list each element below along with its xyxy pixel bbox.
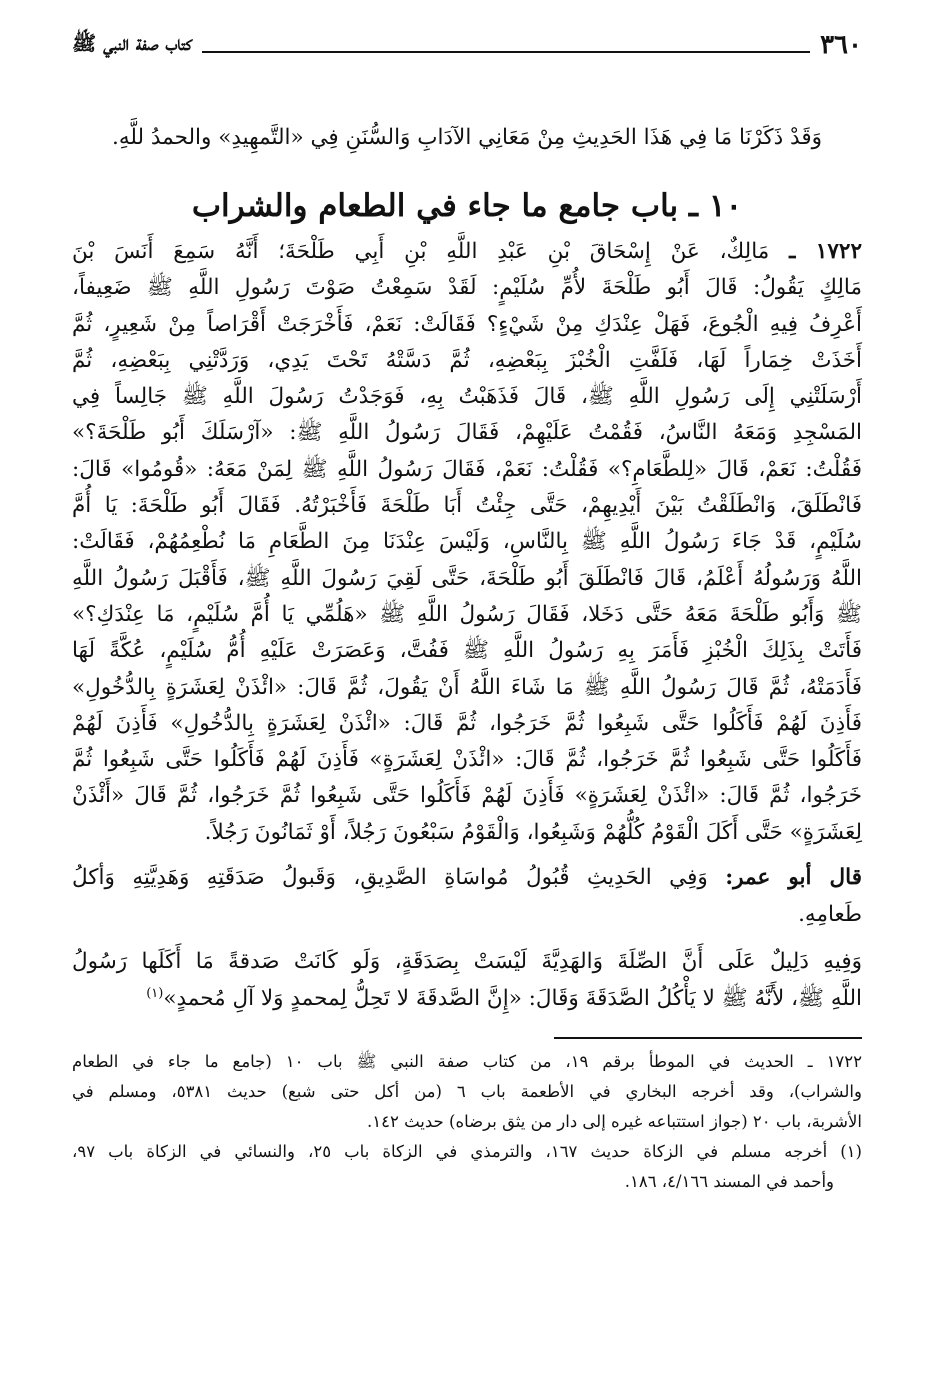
commentary-line: [72, 859, 862, 896]
hadith-line: فَأَكَلُوا حَتَّى شَبِعُوا ثُمَّ خَرَجُوا، ثُمَّ قَالَ: «ائْذَنْ لِعَشَرَةٍ» فَأَذِنَ لَهُمْ فَأَكَلُوا حَتَّى شَبِعُوا ثُمَّ: [72, 747, 862, 773]
footnote-line: الأشربة، باب ٢٠ (جواز استتباعه غيره إلى دار من يثق برضاه) حديث ١٤٢.: [367, 1112, 862, 1132]
hadith-line: فَقُلْتُ: نَعَمْ، قَالَ «لِلطَّعَامِ؟» فَقُلْتُ: نَعَمْ، فَقَالَ رَسُولُ اللَّهِ ﷺ لِمَنْ مَعَهُ: «قُومُوا» قَالَ:: [72, 456, 862, 482]
footnote-separator: [554, 1037, 862, 1039]
closing-line: وَقَدْ ذَكَرْنَا مَا فِي هَذَا الحَدِيثِ مِنْ مَعَانِي الآدَابِ وَالسُّنَنِ فِي «التَّمهِيدِ» والحمدُ للَّهِ.: [112, 125, 822, 150]
hadith-line: فَأَذِنَ لَهُمْ فَأَكَلُوا حَتَّى شَبِعُوا ثُمَّ خَرَجُوا، ثُمَّ قَالَ: «ائْذَنْ لِعَشَرَةٍ بِالدُّخُولِ» فَأَذِنَ لَهُمْ: [72, 710, 862, 736]
hadith-text: [72, 234, 862, 851]
hadith-line: خَرَجُوا، ثُمَّ قَالَ: «ائْذَنْ لِعَشَرَةٍ» فَأَذِنَ لَهُمْ فَأَكَلُوا حَتَّى شَبِعُوا ثُمَّ خَرَجُوا، ثُمَّ قَالَ «أَئْذَنْ: [72, 783, 862, 809]
footnote-line: وأحمد في المسند ٤/١٦٦، ١٨٦.: [624, 1172, 834, 1192]
hadith-line: مَالِكٍ يَقُولُ: قَالَ أَبُو طَلْحَةَ لأُمِّ سُلَيْمٍ: لَقَدْ سَمِعْتُ صَوْتَ رَسُولِ اللَّهِ ﷺ ضَعِيفاً،: [72, 275, 862, 301]
closing-paragraph: [72, 120, 862, 156]
hadith-line: اللَّهُ وَرَسُولُهُ أَعْلَمُ، قَالَ فَانْطَلَقَ أَبُو طَلْحَةَ، حَتَّى لَقِيَ رَسُولَ اللَّهِ ﷺ، فَأَقْبَلَ رَسُولُ اللَّهِ: [72, 565, 862, 591]
hadith-line: المَسْجِدِ وَمَعَهُ النَّاسُ، فَقُمْتُ عَلَيْهِمْ، فَقَالَ رَسُولُ اللَّهِ ﷺ: «آرْسَلَكَ أَبُو طَلْحَةَ؟»: [72, 420, 862, 446]
hadith-number: ١٧٢٢ ـ: [789, 239, 862, 264]
hadith-line: فَأَدَمَتْهُ، ثُمَّ قَالَ رَسُولُ اللَّهِ ﷺ مَا شَاءَ اللَّهُ أَنْ يَقُولَ، ثُمَّ قَالَ: «ائْذَنْ لِعَشَرَةٍ بِالدُّخُولِ»: [72, 674, 862, 700]
commentary-line: [72, 980, 862, 1017]
hadith-line: أَعْرِفُ فِيهِ الْجُوعَ، فَهَلْ عِنْدَكِ مِنْ شَيْءٍ؟ فَقَالَتْ: نَعَمْ، فَأَخْرَجَتْ أَقْرَاصاً مِنْ شَعِيرٍ، ثُمَّ: [72, 311, 862, 337]
hadith-line: أَخَذَتْ خِمَاراً لَهَا، فَلَفَّتِ الْخُبْزَ بِبَعْضِهِ، ثُمَّ دَسَّتْهُ تَحْتَ يَدِي، وَرَدَّتْنِي بِبَعْضِهِ، ثُمَّ: [72, 347, 862, 373]
hadith-line: أَرْسَلَتْنِي إِلَى رَسُولِ اللَّهِ ﷺ، قَالَ فَذَهَبْتُ بِهِ، فَوَجَدْتُ رَسُولَ اللَّهِ ﷺ جَالِساً فِي: [72, 384, 862, 410]
commentary-last-text: اللَّهِ ﷺ، لأَنَّهُ ﷺ لا يَأْكُلُ الصَّدَقَةَ وَقَالَ: «إِنَّ الصَّدقَةَ لا تَحِلُّ لِمحمدٍ وَلا آلِ مُحمدٍ»: [163, 986, 862, 1012]
commentary-line: طَعامِهِ.: [798, 902, 862, 928]
footnote-line: والشراب)، وقد أخرجه البخاري في الأطعمة باب ٦ (من أكل حتى شبع) حديث ٥٣٨١، ومسلم في: [72, 1082, 862, 1102]
book-title: كتاب صفة النبي ﷺ: [72, 31, 192, 55]
hadith-line: [72, 234, 862, 270]
commentary-line: وَفِيهِ دَلِيلٌ عَلَى أَنَّ الصِّلَةَ وَالهَدِيَّةَ لَيْسَتْ بِصَدَقَةٍ، وَلَو كَانَتْ صَدقةً مَا أَكَلَها رَسُولُ: [72, 949, 862, 975]
commentary-first-line: وَفِي الحَدِيثِ قُبُولُ مُواسَاةِ الصَّدِيقِ، وَقَبولُ صَدَقَتِهِ وَهَدِيَّتِهِ وَأكلُ: [72, 865, 708, 891]
running-head: [72, 30, 862, 60]
hadith-line: سُلَيْمٍ، قَدْ جَاءَ رَسُولُ اللَّهِ ﷺ بِالنَّاسِ، وَلَيْسَ عِنْدَنَا مِنَ الطَّعَامِ مَا نُطْعِمُهُمْ، فَقَالَتْ:: [72, 529, 862, 555]
header-rule: [202, 51, 810, 53]
footnote-line: ١٧٢٢ ـ الحديث في الموطأ برقم ١٩، من كتاب صفة النبي ﷺ باب ١٠ (جامع ما جاء في الطعام: [72, 1052, 863, 1072]
hadith-line: لِعَشَرَةٍ» حَتَّى أَكَلَ الْقَوْمُ كُلُّهُمْ وَشَبِعُوا، وَالْقَوْمُ سَبْعُونَ رَجُلاً، أَوْ ثَمَانُونَ رَجُلاً.: [204, 819, 862, 845]
hadith-first-line: مَالِكٌ، عَنْ إِسْحَاقَ بْنِ عَبْدِ اللَّهِ بْنِ أَبِي طَلْحَةَ؛ أَنَّهُ سَمِعَ أَنَسَ بْنَ: [72, 239, 770, 264]
hadith-line: فَأَتَتْ بِذَلِكَ الْخُبْزِ فَأَمَرَ بِهِ رَسُولُ اللَّهِ ﷺ فَفُتَّ، وَعَصَرَتْ عَلَيْهِ أُمُّ سُلَيْمٍ، عُكَّةً لَهَا: [72, 638, 862, 664]
commentary: [72, 859, 862, 1017]
commentary-paragraph-2: [72, 943, 862, 1017]
hadith-line: فَانْطَلَقَ، وَانْطَلَقْتُ بَيْنَ أَيْدِيهِمْ، حَتَّى جِئْتُ أَبَا طَلْحَةَ فَأَخْبَرْتُهُ. فَقَالَ أَبُو طَلْحَةَ: يَا أُمَّ: [72, 493, 862, 519]
hadith-line: ﷺ وَأَبُو طَلْحَةَ مَعَهُ حَتَّى دَخَلا، فَقَالَ رَسُولُ اللَّهِ ﷺ «هَلُمِّي يَا أُمَّ سُلَيْمٍ، مَا عِنْدَكِ؟»: [72, 601, 862, 627]
page-number: ٣٦٠: [820, 30, 862, 60]
footnote-ref: (١): [146, 985, 164, 1001]
footnotes: [72, 1047, 862, 1197]
chapter-heading: ١٠ ـ باب جامع ما جاء في الطعام والشراب: [191, 188, 743, 224]
footnote-line: (١) أخرجه مسلم في الزكاة حديث ١٦٧، والترمذي في الزكاة باب ٢٥، والنسائي في الزكاة باب ٩٧،: [72, 1142, 862, 1162]
commentary-speaker: قال أبو عمر:: [725, 865, 862, 891]
